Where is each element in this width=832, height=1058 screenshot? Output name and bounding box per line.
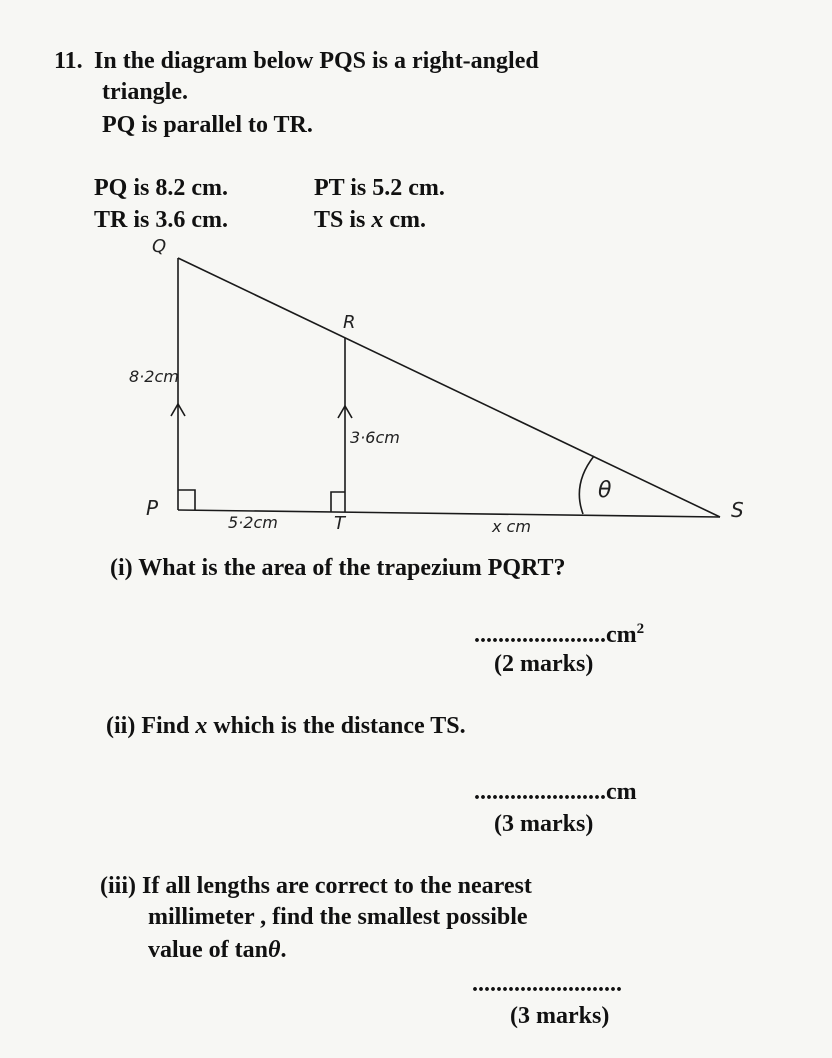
part-i-answer-dots: ......................cm — [474, 622, 637, 648]
given-pq: PQ is 8.2 cm. — [94, 175, 228, 201]
part-ii-suffix: which is the distance TS. — [207, 713, 466, 739]
right-angle-p — [178, 490, 195, 510]
label-t: T — [334, 513, 345, 534]
part-i-question: (i) What is the area of the trapezium PQRT? — [110, 555, 566, 581]
label-tr-length: 3·6cm — [350, 428, 400, 447]
label-s: S — [731, 498, 744, 522]
part-ii-var: x — [195, 713, 208, 739]
part-iii-line-3 — [148, 938, 286, 962]
part-iii-line-1: (iii) If all lengths are correct to the nearest — [100, 873, 532, 899]
part-iii-line-3-prefix: value of tan — [148, 937, 268, 963]
label-ts-length: x cm — [492, 517, 531, 536]
part-ii-marks: (3 marks) — [494, 811, 594, 837]
right-angle-t — [331, 492, 345, 512]
given-ts-var: x — [371, 207, 384, 233]
side-qs — [178, 258, 720, 517]
label-theta: θ — [598, 478, 612, 503]
part-ii-question — [106, 714, 466, 738]
part-iii-theta: θ — [268, 937, 281, 963]
label-r: R — [343, 312, 356, 333]
part-i-answer-line — [474, 622, 644, 647]
part-iii-line-2: millimeter , find the smallest possible — [148, 904, 528, 930]
part-i-answer-sup: 2 — [636, 621, 645, 637]
angle-arc — [579, 456, 594, 514]
part-i-marks: (2 marks) — [494, 651, 594, 677]
given-ts-suffix: cm. — [383, 207, 427, 233]
label-pt-length: 5·2cm — [228, 513, 278, 532]
intro-line-1: In the diagram below PQS is a right-angled — [94, 48, 539, 74]
part-iii-answer-line: ......................... — [472, 971, 622, 997]
part-iii-line-3-suffix: . — [280, 937, 287, 963]
given-tr: TR is 3.6 cm. — [94, 207, 228, 233]
part-iii-marks: (3 marks) — [510, 1003, 610, 1029]
intro-line-3: PQ is parallel to TR. — [102, 112, 313, 138]
label-q: Q — [152, 236, 167, 257]
given-ts-prefix: TS is — [314, 207, 372, 233]
label-p: P — [146, 496, 159, 520]
intro-line-2: triangle. — [102, 79, 188, 105]
given-pt: PT is 5.2 cm. — [314, 175, 445, 201]
part-ii-answer-line: ......................cm — [474, 779, 637, 805]
part-ii-prefix: (ii) Find — [106, 713, 196, 739]
question-number: 11. — [54, 48, 83, 74]
label-pq-length: 8·2cm — [129, 367, 179, 386]
